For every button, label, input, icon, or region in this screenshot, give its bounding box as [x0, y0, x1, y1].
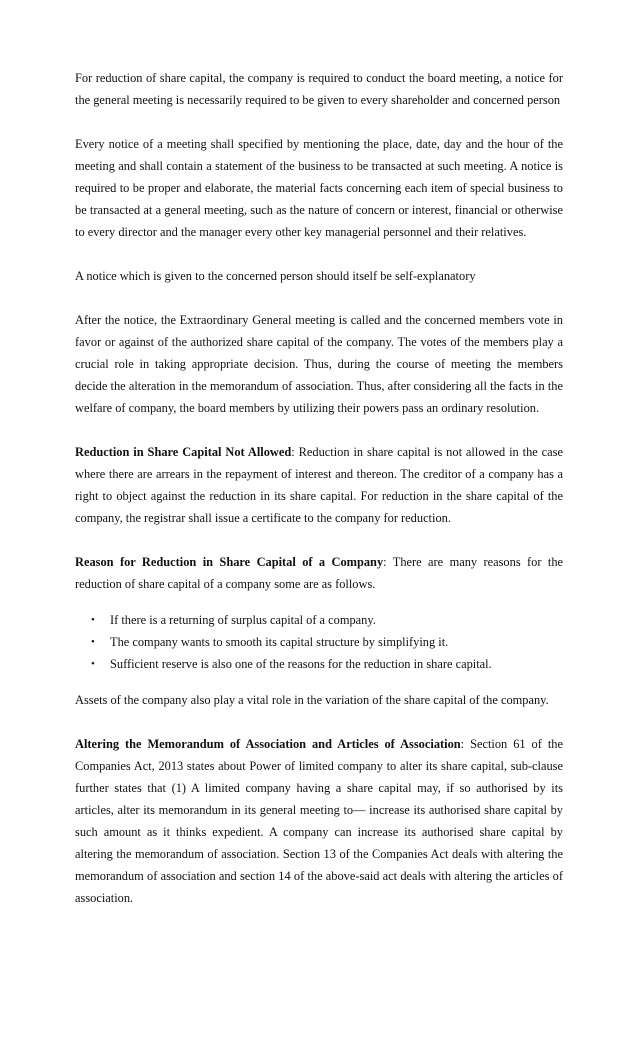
paragraph-board-meeting: For reduction of share capital, the company is required to conduct the board meeting, a notice for the general meeting is necessarily required to be given to every shareholder and concerned person [75, 71, 563, 107]
body-reasons-for-reduction: : There are many reasons for the reduction of share capital of a company some are as follows. [75, 555, 564, 591]
paragraph-extraordinary-meeting: After the notice, the Extraordinary General meeting is called and the concerned members vote in favor or against of the authorized share capital of the company. The votes of the members play a crucial role in taking appropriate decision. Thus, during the course of meeting the members decide the alteration in the memorandum of association. Thus, after considering all the facts in the welfare of company, the board members by utilizing their powers pass an ordinary resolution. [75, 313, 563, 415]
paragraph-assets-role: Assets of the company also play a vital role in the variation of the share capital of the company. [75, 693, 549, 707]
heading-reduction-not-allowed: Reduction in Share Capital Not Allowed [75, 445, 292, 459]
list-item: • Sufficient reserve is also one of the reasons for the reduction in share capital. [91, 653, 563, 675]
paragraph-self-explanatory: A notice which is given to the concerned person should itself be self-explanatory [75, 269, 476, 283]
heading-reasons-for-reduction: Reason for Reduction in Share Capital of a Company [75, 555, 384, 569]
bullet-glyph: • [91, 636, 95, 648]
paragraph-reasons-for-reduction [75, 551, 563, 595]
paragraph-notice-contents: Every notice of a meeting shall specified by mentioning the place, date, day and the hour of the meeting and shall contain a statement of the business to be transacted at such meeting. A notice is required to be proper and elaborate, the material facts concerning each item of special business to be transacted at a general meeting, such as the nature of concern or interest, financial or otherwise to every director and the manager every other key managerial personnel and their relatives. [75, 137, 563, 239]
body-altering-memorandum: : Section 61 of the Companies Act, 2013 states about Power of limited company to alter its share capital, sub-clause further states that (1) A limited company having a share capital may, if so authorised by its articles, alter its memorandum in its general meeting to— increase its authorised share capital by such amount as it thinks expedient. A company can increase its authorised share capital by altering the memorandum of association. Section 13 of the Companies Act deals with altering the memorandum of association and section 14 of the above-said act deals with altering the articles of association. [75, 737, 563, 905]
paragraph-reduction-not-allowed [75, 441, 563, 529]
body-reduction-not-allowed: : Reduction in share capital is not allowed in the case where there are arrears in the repayment of interest and thereon. The creditor of a company has a right to object against the reduction in its share capital. For reduction in the share capital of the company, the registrar shall issue a certificate to the company for reduction. [75, 445, 563, 525]
paragraph-altering-memorandum [75, 733, 563, 909]
bullet-glyph: • [91, 658, 95, 670]
list-item: • The company wants to smooth its capital structure by simplifying it. [91, 631, 563, 653]
bullet-glyph: • [91, 614, 95, 626]
heading-altering-memorandum: Altering the Memorandum of Association and Articles of Association [75, 737, 461, 751]
list-item: • If there is a returning of surplus capital of a company. [91, 609, 563, 631]
reasons-list [75, 609, 563, 675]
